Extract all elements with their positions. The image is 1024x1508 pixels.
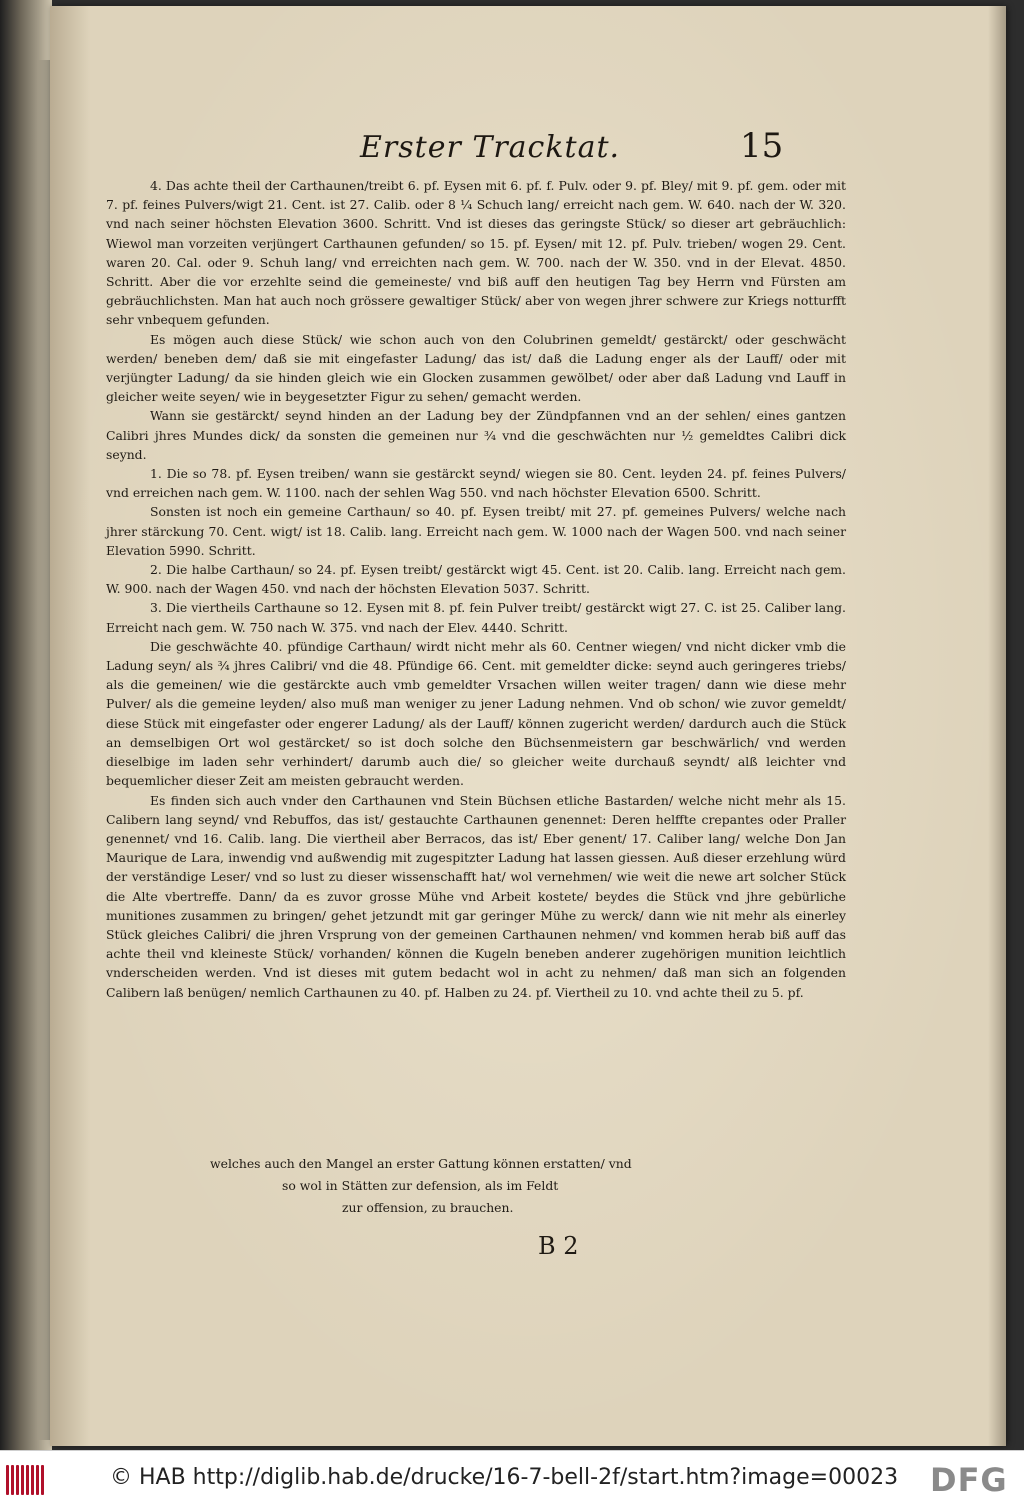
page-header xyxy=(50,126,1006,170)
paragraph: Sonsten ist noch ein gemeine Carthaun/ so 40. pf. Eysen treibt/ mit 27. pf. gemeines Pulvers/ welche nach jhrer stärckung 70. Cent. wigt/ ist 18. Calib. lang. Erreicht nach gem. W. 1000 nach der Wagen 500. vnd nach seiner Elevation 5990. Schritt. xyxy=(106,504,846,558)
closing-line: so wol in Stätten zur defension, als im Feldt xyxy=(282,1178,559,1193)
paragraph: Die geschwächte 40. pfündige Carthaun/ wirdt nicht mehr als 60. Centner wiegen/ vnd nicht dicker vmb die Ladung seyn/ als ¾ jhres Calibri/ vnd die 48. Pfündige 66. Cent. mit gemeldter dicke: seynd auch geringeres triebs/ als die gemeinen/ wie die gestärckte auch vmb gemeldter Vrsachen willen weiter tragen/ dann wie diese mehr Pulver/ als die gemeine leyden/ also muß man weniger zu jener Ladung nehmen. Vnd ob schon/ wie zuvor gemeldt/ diese Stück mit eingefaster oder engerer Ladung/ als der Lauff/ können zugericht werden/ dardurch auch die Stück an demselbigen Ort wol gestärcket/ so ist doch solche den Büchsenmeistern gar beschwärlich/ vnd werden dieselbige im laden sehr verhindert/ darumb auch die/ so gleicher weite durchauß seyndt/ alß leichter vnd bequemlicher dieser Zeit am meisten gebraucht werden. xyxy=(106,638,846,789)
paragraph: Es finden sich auch vnder den Carthaunen vnd Stein Büchsen etliche Bastarden/ welche nicht mehr als 15. Calibern lang seynd/ vnd Rebuffos, das ist/ gestauchte Carthaunen genennet: Deren helffte crepantes oder Praller genennet/ vnd 16. Calib. lang. Die viertheil aber Berracos, das ist/ Eber genent/ 17. Caliber lang/ welche Don Jan Maurique de Lara, inwendig vnd außwendig mit zugespitzter Ladung hat lassen giessen. Auß dieser erzehlung würd der verständige Leser/ vnd so lust zu dieser wissenschafft hat/ wol vernehmen/ wie weit die newe art solcher Stück die Alte vbertreffe. Dann/ da es zuvor grosse Mühe vnd Arbeit kostete/ beydes die Stück vnd jhre gebürliche munitiones zusammen zu bringen/ gehet jetzundt mit gar geringer Mühe zu werck/ dann wie nit mehr als einerley Stück gleiches Calibri/ die jhren Vrsprung von der gemeinen Carthaunen nehmen/ vnd kommen herab biß auff das achte theil vnd kleineste Stück/ vorhanden/ können die Kugeln beneben anderer zugehörigen munition leichtlich vnderscheiden werden. Vnd ist dieses mit gutem bedacht wol in acht zu nehmen/ daß man sich an folgenden Calibern laß benügen/ nemlich Carthaunen zu 40. pf. Halben zu 24. pf. Viertheil zu 10. vnd achte theil zu 5. pf. xyxy=(106,792,846,1000)
paragraph: 3. Die viertheils Carthaune so 12. Eysen mit 8. pf. fein Pulver treibt/ gestärckt wigt 27. C. ist 25. Caliber lang. Erreicht nach gem. W. 750 nach W. 375. vnd nach der Elev. 4440. Schritt. xyxy=(106,600,846,635)
signature-mark: B 2 xyxy=(538,1232,579,1260)
running-title: Erster Tracktat. xyxy=(360,130,621,165)
paragraph: 1. Die so 78. pf. Eysen treiben/ wann sie gestärckt seynd/ wiegen sie 80. Cent. leyden 24. pf. feines Pulvers/ vnd erreichen nach gem. W. 1100. nach der sehlen Wag 550. vnd nach höchster Elevation 6500. Schritt. xyxy=(106,466,846,501)
closing-line: zur offension, zu brauchen. xyxy=(342,1200,514,1215)
paragraph: 4. Das achte theil der Carthaunen/treibt 6. pf. Eysen mit 6. pf. f. Pulv. oder 9. pf. Bley/ mit 9. pf. gem. oder mit 7. pf. feines Pulvers/wigt 21. Cent. ist 27. Calib. oder 8 ¼ Schuch lang/ erreicht nach gem. W. 640. nach der W. 320. vnd nach seiner höchsten Elevation 3600. Schritt. Vnd ist dieses das geringste Stück/ so dieser art gebräuchlich: Wiewol man vorzeiten verjüngert Carthaunen gefunden/ so 15. pf. Eysen/ mit 12. pf. Pulv. trieben/ wogen 29. Cent. waren 20. Cal. oder 9. Schuh lang/ vnd erreichten nach gem. W. 700. nach der W. 350. vnd in der Elevat. 4850. Schritt. Aber die vor erzehlte seind die gemeineste/ vnd biß auff den heutigen Tag bey Herrn vnd Fürsten am gebräuchlichsten. Man hat auch noch grössere gewaltiger Stück/ aber von wegen jhrer schwere zur Kriegs notturfft sehr vnbequem gefunden. xyxy=(106,178,846,328)
paragraph: 2. Die halbe Carthaun/ so 24. pf. Eysen treibt/ gestärckt wigt 45. Cent. ist 20. Calib. lang. Erreicht nach gem. W. 900. nach der Wagen 450. vnd nach der höchsten Elevation 5037. Schritt. xyxy=(106,562,846,597)
dfg-logo: DFG xyxy=(930,1461,1008,1499)
paragraph: Wann sie gestärckt/ seynd hinden an der Ladung bey der Zündpfannen vnd an der sehlen/ eines gantzen Calibri jhres Mundes dick/ da sonsten die gemeinen nur ¾ vnd die geschwächten nur ½ gemeldtes Calibri dick seynd. xyxy=(106,408,846,462)
hab-logo-icon xyxy=(6,1465,46,1495)
paragraph: Es mögen auch diese Stück/ wie schon auch von den Colubrinen gemeldt/ gestärckt/ oder geschwächt werden/ beneben dem/ daß sie mit eingefaster Ladung/ das ist/ daß die Ladung enger als der Lauff/ oder mit verjüngter Ladung/ da sie hinden gleich wie ein Glocken zusammen gewölbet/ oder aber daß Ladung vnd Lauff in gleicher weite seyen/ wie in beygesetzter Figur zu sehen/ gemacht werden. xyxy=(106,331,846,405)
book-page xyxy=(50,6,1006,1446)
body-text xyxy=(106,176,846,1002)
footer-bar xyxy=(0,1450,1024,1508)
page-number: 15 xyxy=(740,126,784,166)
copyright-link[interactable]: © HAB http://diglib.hab.de/drucke/16-7-bell-2f/start.htm?image=00023 xyxy=(110,1465,899,1490)
closing-line: welches auch den Mangel an erster Gattung können erstatten/ vnd xyxy=(210,1156,632,1171)
page-edge-shadow xyxy=(988,6,1006,1446)
